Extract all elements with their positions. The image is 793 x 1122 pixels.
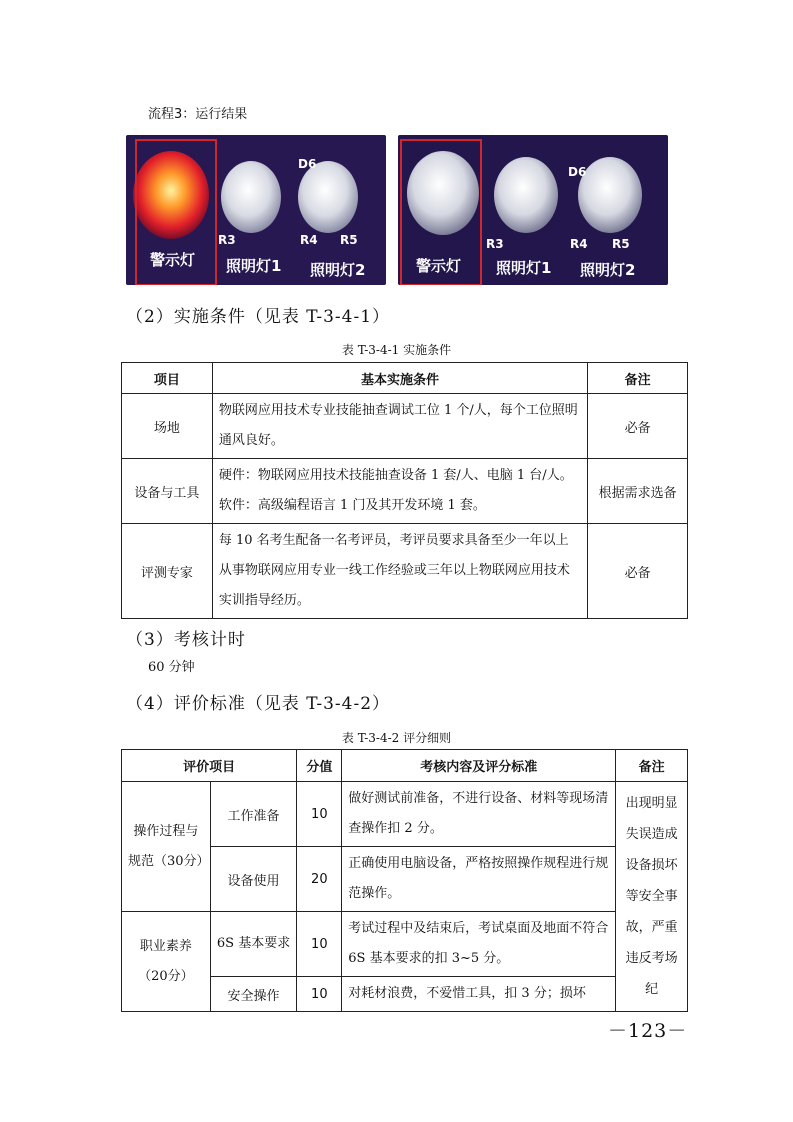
- table-row: [122, 524, 688, 619]
- row-note: 必备: [588, 524, 688, 619]
- exam-duration: 60 分钟: [148, 660, 195, 675]
- score-value: 10: [297, 977, 342, 1012]
- warning-light-label-right: 警示灯: [416, 257, 462, 275]
- r4-label-right: R4: [570, 237, 588, 251]
- table-row: [122, 782, 688, 847]
- row-item: 评测专家: [122, 524, 213, 619]
- row-item: 设备与工具: [122, 459, 213, 524]
- table-caption-criteria: 表 T-3-4-2 评分细则: [341, 731, 452, 745]
- scoring-table: [121, 749, 688, 1012]
- row-note: 必备: [588, 394, 688, 459]
- table-row: [122, 394, 688, 459]
- warning-light-label: 警示灯: [150, 251, 196, 269]
- criteria-text: 正确使用电脑设备，严格按照操作规程进行规范操作。: [342, 847, 616, 912]
- d6-label-right: D6: [568, 165, 587, 179]
- r3-label-right: R3: [486, 237, 504, 251]
- row-condition: 硬件：物联网应用技术技能抽查设备 1 套/人、电脑 1 台/人。软件：高级编程语言 1 门及其开发环境 1 套。: [212, 459, 587, 524]
- table-row: [122, 459, 688, 524]
- row-condition: 每 10 名考生配备一名考评员，考评员要求具备至少一年以上从事物联网应用专业一线工作经验或三年以上物联网应用技术实训指导经历。: [212, 524, 587, 619]
- score-value: 10: [297, 782, 342, 847]
- table-row: [122, 912, 688, 977]
- sub-item: 6S 基本要求: [210, 912, 297, 977]
- header-criteria: 考核内容及评分标准: [342, 750, 616, 782]
- light2-label-right: 照明灯2: [580, 261, 636, 279]
- row-item: 场地: [122, 394, 213, 459]
- sub-item: 工作准备: [210, 782, 297, 847]
- r5-label: R5: [340, 233, 358, 247]
- r5-label-right: R5: [612, 237, 630, 251]
- header-remark: 备注: [616, 750, 688, 782]
- criteria-text: 对耗材浪费，不爱惜工具，扣 3 分；损坏: [342, 977, 616, 1012]
- light1-label: 照明灯1: [226, 257, 282, 275]
- photo-result-all-off: [398, 135, 668, 285]
- header-condition: 基本实施条件: [212, 363, 587, 394]
- row-condition: 物联网应用技术专业技能抽查调试工位 1 个/人，每个工位照明通风良好。: [212, 394, 587, 459]
- photo-result-warning-on: [126, 135, 386, 285]
- table-caption-conditions: 表 T-3-4-1 实施条件: [341, 343, 452, 357]
- header-item: 项目: [122, 363, 213, 394]
- sub-item: 安全操作: [210, 977, 297, 1012]
- row-note: 根据需求选备: [588, 459, 688, 524]
- header-eval-item: 评价项目: [122, 750, 297, 782]
- header-score: 分值: [297, 750, 342, 782]
- section-heading-criteria: （4）评价标准（见表 T-3-4-2）: [126, 694, 391, 714]
- section-heading-conditions: （2）实施条件（见表 T-3-4-1）: [126, 307, 391, 327]
- header-note: 备注: [588, 363, 688, 394]
- conditions-table: [121, 362, 688, 619]
- r4-label: R4: [300, 233, 318, 247]
- score-value: 20: [297, 847, 342, 912]
- section-heading-timing: （3）考核计时: [126, 630, 246, 650]
- sub-item: 设备使用: [210, 847, 297, 912]
- light1-label-right: 照明灯1: [496, 259, 552, 277]
- remark-text: 出现明显失误造成设备损坏等安全事故，严重违反考场纪: [616, 782, 688, 1012]
- page-number: －123－: [608, 1020, 688, 1042]
- r3-label: R3: [218, 233, 236, 247]
- criteria-text: 考试过程中及结束后，考试桌面及地面不符合 6S 基本要求的扣 3~5 分。: [342, 912, 616, 977]
- d6-label: D6: [298, 157, 317, 171]
- group-professional: 职业素养（20分）: [122, 912, 211, 1012]
- criteria-text: 做好测试前准备，不进行设备、材料等现场清查操作扣 2 分。: [342, 782, 616, 847]
- flow-title: 流程3：运行结果: [148, 107, 248, 122]
- score-value: 10: [297, 912, 342, 977]
- group-operation: 操作过程与规范（30分）: [122, 782, 211, 912]
- light2-label: 照明灯2: [310, 261, 366, 279]
